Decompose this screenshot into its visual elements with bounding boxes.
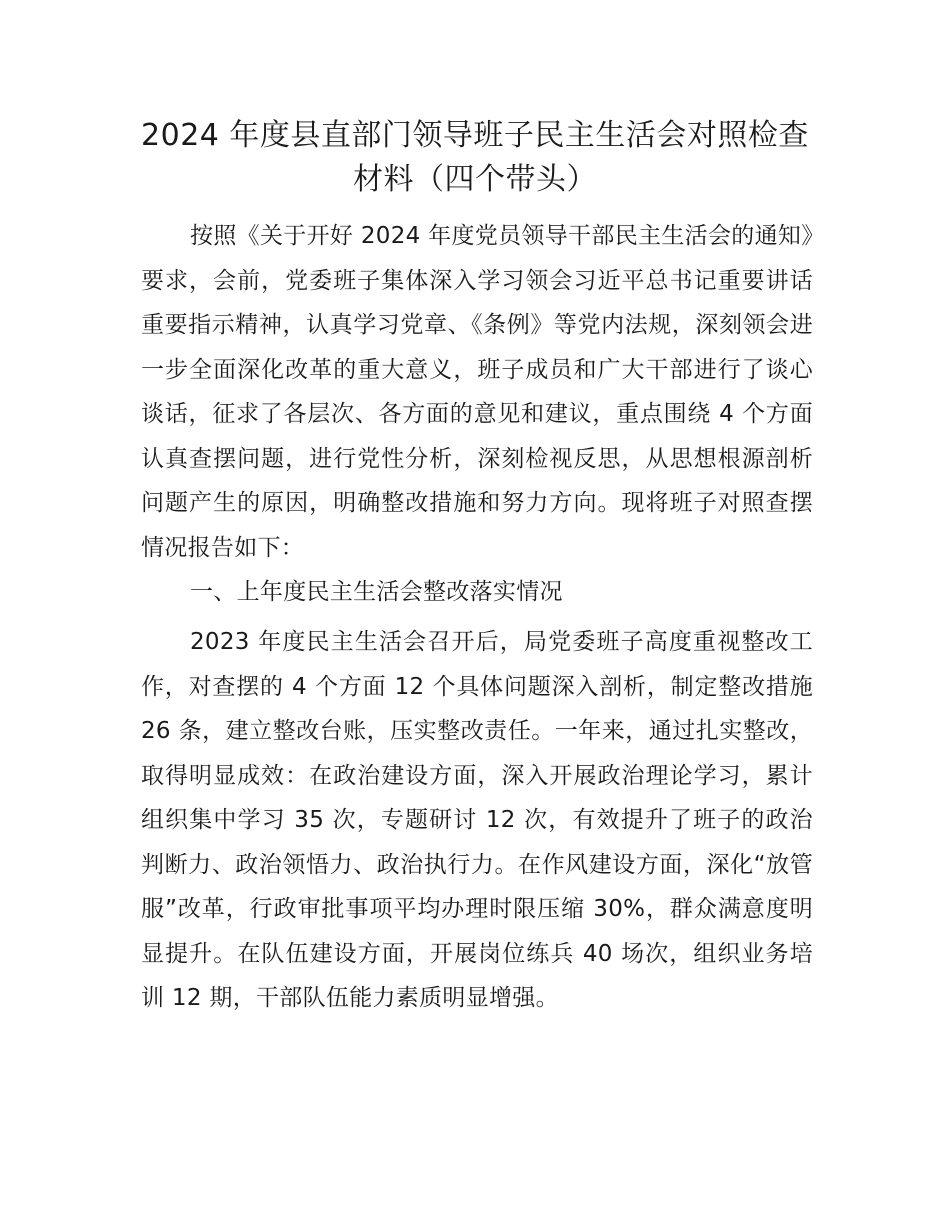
intro-paragraph: 按照《关于开好 2024 年度党员领导干部民主生活会的通知》要求，会前，党委班子集体深入学习领会习近平总书记重要讲话重要指示精神，认真学习党章、《条例》等党内法规，深刻领会进一步全面深化改革的重大意义，班子成员和广大干部进行了谈心谈话，征求了各层次、各方面的意见和建议，重点围绕 4 个方面认真查摆问题，进行党性分析，深刻检视反思，从思想根源剖析问题产生的原因，明确整改措施和努力方向。现将班子对照查摆情况报告如下： [141, 223, 813, 561]
section-heading: 一、上年度民主生活会整改落实情况 [190, 579, 563, 605]
document-title: 2024 年度县直部门领导班子民主生活会对照检查材料（四个带头） [141, 118, 809, 197]
section-body-paragraph: 2023 年度民主生活会召开后，局党委班子高度重视整改工作，对查摆的 4 个方面 12 个具体问题深入剖析，制定整改措施 26 条，建立整改台账，压实整改责任。一年来，通过扎实整改，取得明显成效：在政治建设方面，深入开展政治理论学习，累计组织集中学习 35 次，专题研讨 12 次，有效提升了班子的政治判断力、政治领悟力、政治执行力。在作风建设方面，深化“放管服”改革，行政审批事项平均办理时限压缩 30%，群众满意度明显提升。在队伍建设方面，开展岗位练兵 40 场次，组织业务培训 12 期，干部队伍能力素质明显增强。 [141, 629, 813, 1011]
